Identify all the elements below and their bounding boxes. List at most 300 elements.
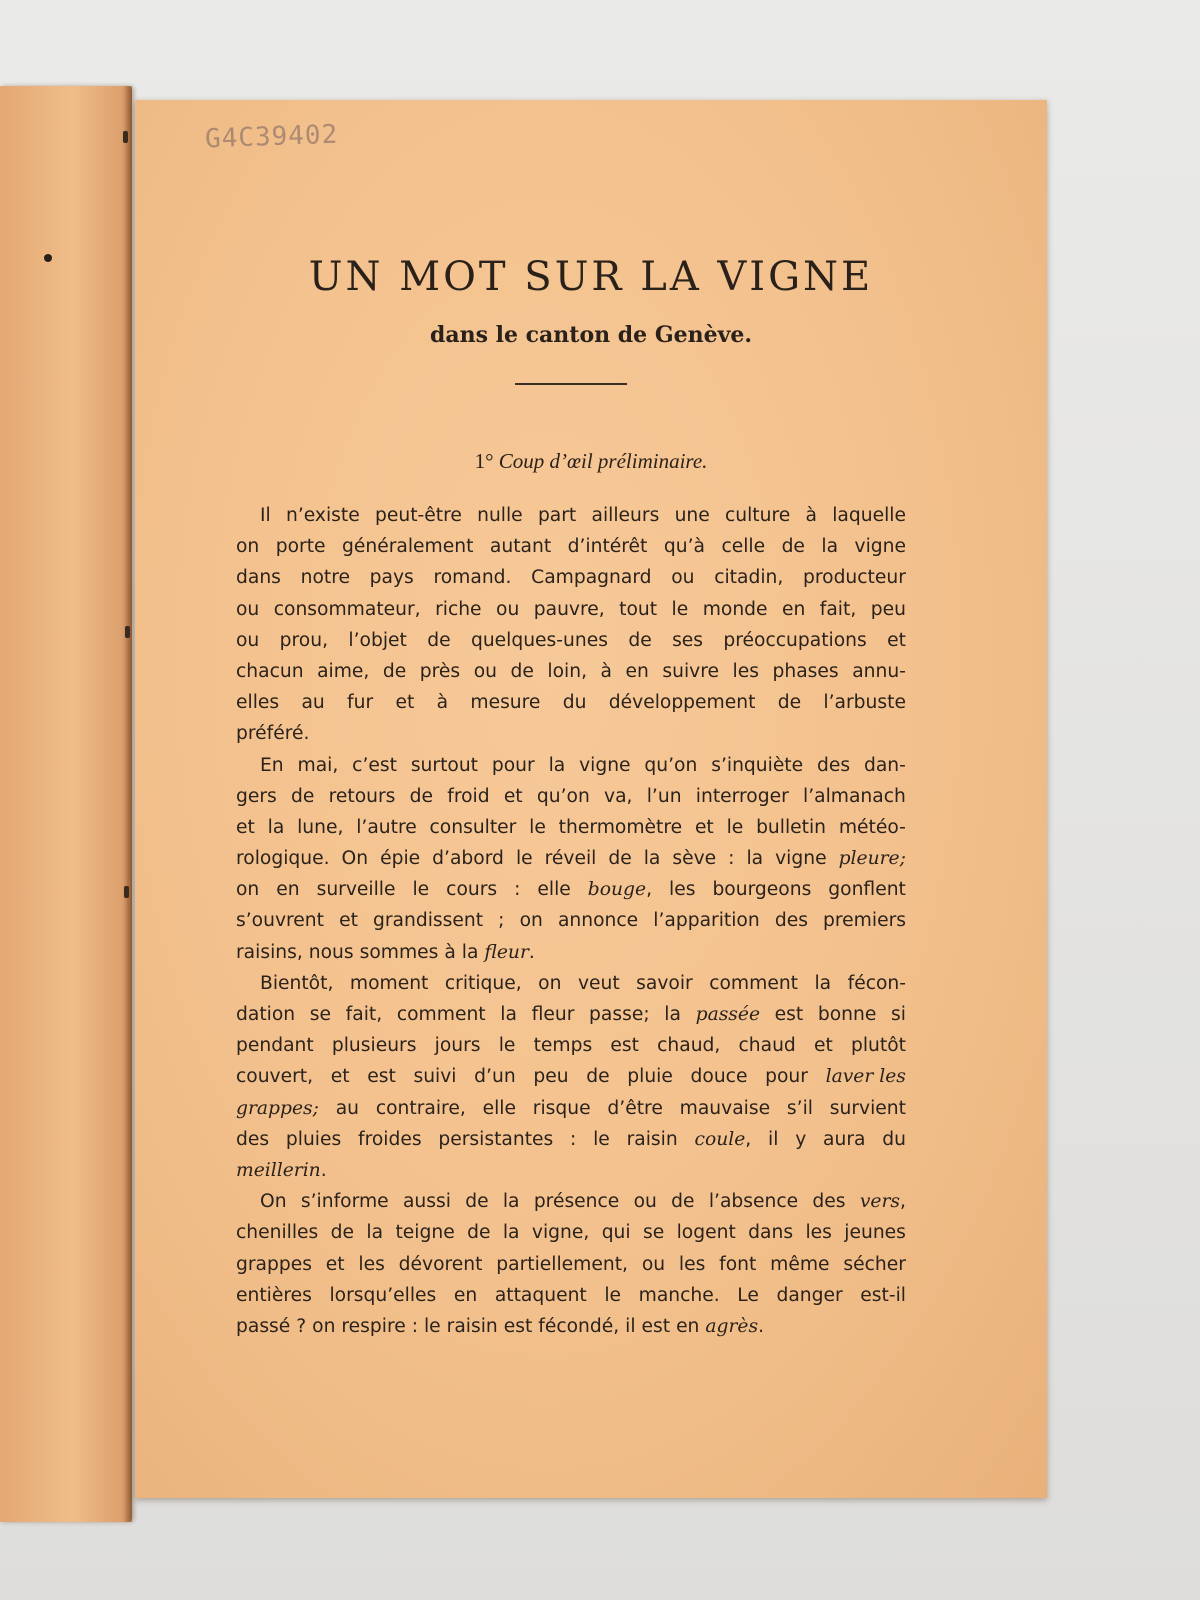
section-title: Coup d’œil préliminaire. (498, 449, 708, 473)
word: s’ouvrent (236, 910, 324, 932)
text-line (236, 1186, 906, 1217)
word: raisins, (236, 941, 303, 963)
word: de (510, 660, 534, 682)
text-line (236, 750, 906, 781)
word: ou (236, 598, 260, 620)
text-line (236, 1030, 906, 1061)
word: loin, (547, 660, 588, 682)
italic-term: passée (695, 1004, 761, 1025)
word: ses (672, 629, 704, 651)
text-line (236, 1280, 906, 1311)
text-line (236, 718, 906, 749)
word: on (538, 972, 562, 994)
word: l’autre (356, 816, 417, 838)
word: sève (672, 848, 717, 870)
word: romand. (433, 567, 512, 589)
word: veut (577, 972, 620, 994)
word: ou (633, 1191, 657, 1213)
word: ou (473, 660, 497, 682)
word: d’être (607, 1097, 663, 1119)
word: le (423, 1315, 441, 1337)
word: ? (296, 1315, 307, 1337)
word: en (276, 879, 300, 901)
word: la (746, 848, 764, 870)
word: agrès. (705, 1315, 765, 1337)
word: la (366, 1222, 384, 1244)
word: du (562, 692, 587, 714)
word: généralement (342, 536, 474, 558)
word: on (312, 1315, 336, 1337)
body-text (236, 500, 906, 1342)
word: lune, (297, 816, 344, 838)
word: persistantes (438, 1128, 554, 1150)
left-page-edge (124, 86, 132, 1522)
text-line (236, 999, 906, 1030)
text-line (236, 1093, 906, 1124)
word: est (641, 1315, 671, 1337)
word: il (625, 1315, 636, 1337)
word: est (774, 1004, 804, 1025)
word: l’objet (348, 629, 407, 651)
word: En (260, 754, 284, 776)
word: part (537, 505, 577, 526)
word: de (291, 785, 315, 807)
word: les (732, 660, 759, 682)
word: dans (236, 567, 281, 589)
word: interroger (695, 785, 789, 807)
binding-stitch (125, 626, 130, 638)
word: passe; (589, 1004, 650, 1025)
word: météo- (838, 816, 906, 838)
text-line (236, 500, 906, 531)
word: préoccupations (723, 629, 867, 651)
word: fait, (345, 1004, 383, 1025)
word: est (367, 1066, 396, 1088)
left-facing-page (0, 86, 132, 1522)
word: bouge, (587, 879, 653, 901)
word: cours (446, 879, 498, 901)
italic-term: vers (859, 1191, 900, 1213)
word: l’apparition (653, 910, 760, 932)
text-line (236, 874, 906, 905)
word: annu- (852, 660, 906, 682)
word: On (260, 1191, 287, 1213)
word: fur (347, 692, 374, 714)
word: Campagnard (531, 567, 652, 589)
word: bulletin (756, 816, 827, 838)
text-line (236, 1311, 906, 1342)
word: premiers (823, 910, 906, 932)
word: douce (690, 1066, 748, 1088)
word: chaud, (657, 1035, 721, 1057)
word (236, 1093, 319, 1124)
word: s’informe (300, 1191, 389, 1213)
word: la (814, 972, 832, 994)
word: la (461, 941, 479, 963)
text-line (236, 1124, 906, 1155)
word: qu’à (663, 536, 705, 558)
word: près (419, 660, 461, 682)
word: est (503, 1315, 533, 1337)
text-line (236, 531, 906, 562)
word: les (805, 1222, 832, 1244)
text-line (236, 625, 906, 656)
word: phases (772, 660, 839, 682)
word: et (887, 629, 906, 651)
word: autant (489, 536, 552, 558)
word: et (813, 1035, 833, 1057)
word: surtout (410, 754, 479, 776)
word: suivi (413, 1066, 457, 1088)
word: n’existe (285, 505, 360, 526)
word: mai, (297, 754, 339, 776)
word: chenilles (236, 1222, 319, 1244)
word (696, 999, 760, 1030)
word: le (604, 1284, 622, 1306)
word: raisin (446, 1315, 498, 1337)
text-line (236, 937, 906, 968)
word: fait, (819, 598, 857, 620)
word: nulle (477, 505, 523, 526)
word: il (768, 1128, 779, 1150)
word: logent (676, 1222, 736, 1244)
word: producteur (803, 567, 906, 589)
section-number: 1° (474, 449, 494, 473)
word: de (467, 1222, 491, 1244)
text-line (236, 1217, 906, 1248)
word: critique, (444, 972, 522, 994)
word: contraire, (375, 1097, 466, 1119)
word: des (774, 910, 808, 932)
word: le (515, 848, 533, 870)
word: plusieurs (331, 1035, 417, 1057)
word: peu (870, 598, 906, 620)
word: font (719, 1253, 757, 1275)
word: froides (358, 1128, 422, 1150)
text-line (236, 1061, 906, 1092)
word: couvert, (236, 1066, 314, 1088)
binding-stitch (124, 886, 129, 898)
word: et (395, 692, 415, 714)
word: l’absence (708, 1191, 799, 1213)
word: aussi (402, 1191, 451, 1213)
word (839, 843, 906, 874)
word: consulter (429, 816, 517, 838)
word: dan- (863, 754, 906, 776)
word: en (676, 1315, 700, 1337)
word: les (358, 1253, 385, 1275)
word: des (236, 1128, 270, 1150)
word: on (519, 910, 543, 932)
word: moment (349, 972, 429, 994)
word: si (891, 1004, 906, 1025)
word: pour (491, 754, 535, 776)
word: la (500, 1004, 517, 1025)
word: laquelle (832, 505, 906, 526)
word: de (382, 660, 407, 682)
word: dation (236, 1004, 296, 1025)
word: même (770, 1253, 830, 1275)
italic-term: coule (694, 1128, 746, 1150)
word: porte (275, 536, 326, 558)
text-line (236, 594, 906, 625)
word: à (436, 692, 449, 714)
word: de (465, 1191, 489, 1213)
word: l’un (646, 785, 682, 807)
word: on (236, 536, 260, 558)
word: y (795, 1128, 807, 1150)
word: bourgeons (712, 879, 812, 901)
word: une (674, 505, 710, 526)
word: de (427, 629, 451, 651)
word: plutôt (850, 1035, 906, 1057)
word: à (444, 941, 456, 963)
word: la (502, 1191, 520, 1213)
word: présence (533, 1191, 620, 1213)
word: mesure (470, 692, 541, 714)
word: partiellement, (496, 1253, 628, 1275)
word: le (726, 816, 744, 838)
word: Il (260, 505, 271, 526)
word: sommes (359, 941, 439, 963)
word: vigne (854, 536, 906, 558)
word: fécon- (847, 972, 906, 994)
word: ailleurs (591, 505, 660, 526)
word: annonce (557, 910, 639, 932)
italic-term: fleur (484, 941, 529, 963)
word: respire (341, 1315, 406, 1337)
word: va, (604, 785, 633, 807)
word: pluies (285, 1128, 342, 1150)
word: elles (236, 692, 280, 714)
word: s’inquiète (711, 754, 804, 776)
text-line (236, 843, 906, 874)
word: à (600, 660, 612, 682)
word: et (339, 910, 358, 932)
word: grandissent (373, 910, 484, 932)
word: consommateur, (273, 598, 421, 620)
word: de (628, 629, 652, 651)
word: d’un (474, 1066, 516, 1088)
word: mauvaise (679, 1097, 771, 1119)
word: fleur (531, 1004, 575, 1025)
word: aime, (317, 660, 370, 682)
binding-stitch (123, 131, 128, 143)
text-line (236, 1155, 906, 1186)
word: épie (380, 848, 421, 870)
word: celle (721, 536, 766, 558)
word: vigne, (531, 1222, 590, 1244)
word: la (643, 848, 661, 870)
word: c’est (352, 754, 397, 776)
word: chacun (236, 660, 304, 682)
word: raisin (626, 1128, 678, 1150)
word: développement (608, 692, 756, 714)
word: risque (532, 1097, 591, 1119)
text-line (236, 781, 906, 812)
word: sécher (843, 1253, 906, 1275)
word: la (664, 1004, 681, 1025)
word: Bientôt, (260, 972, 334, 994)
word: de (777, 692, 802, 714)
word: l’arbuste (823, 692, 906, 714)
word: les (678, 1253, 706, 1275)
word: teigne (395, 1222, 455, 1244)
word: attaquent (494, 1284, 587, 1306)
page-subtitle: dans le canton de Genève. (429, 322, 753, 348)
word: d’intérêt (567, 536, 648, 558)
word: ou (496, 598, 520, 620)
word: : (514, 879, 521, 901)
word: ou (236, 629, 260, 651)
word: pauvre, (533, 598, 605, 620)
word: se (309, 1004, 332, 1025)
word: rologique. (236, 848, 330, 870)
text-line (236, 968, 906, 999)
word: meillerin. (236, 1159, 327, 1181)
text-line (236, 1249, 906, 1280)
title-divider (515, 383, 627, 385)
word: la (267, 816, 285, 838)
archive-stamp: G4C39402 (204, 119, 339, 155)
text-line (236, 656, 906, 687)
word: jeunes (844, 1222, 906, 1244)
italic-term: grappes; (236, 1097, 319, 1119)
word: de (671, 1191, 695, 1213)
word: la (548, 754, 566, 776)
word: notre (300, 567, 350, 589)
word: se (642, 1222, 665, 1244)
word: de (781, 536, 805, 558)
word: quelques-unes (470, 629, 608, 651)
italic-term: laver les (825, 1066, 906, 1088)
word: vers, (859, 1191, 906, 1213)
word: ou (671, 567, 695, 589)
word: surveille (316, 879, 396, 901)
word: qu’on (536, 785, 590, 807)
word: en (781, 598, 806, 620)
word: les (669, 879, 696, 901)
word: et (503, 785, 523, 807)
word: danger (776, 1284, 843, 1306)
word: thermomètre (558, 816, 683, 838)
word: coule, (694, 1128, 752, 1150)
word: elle (537, 879, 571, 901)
section-heading (135, 449, 1047, 474)
word: le (671, 598, 689, 620)
word: jours (434, 1035, 481, 1057)
word: grappes (236, 1253, 312, 1275)
word: aura (823, 1128, 866, 1150)
word: suivre (662, 660, 720, 682)
italic-term: pleure; (838, 848, 906, 870)
text-line (236, 562, 906, 593)
word: de (608, 848, 632, 870)
word: qui (601, 1222, 631, 1244)
word: entières (236, 1284, 312, 1306)
word: chaud (738, 1035, 796, 1057)
word: au (335, 1097, 360, 1119)
word: tout (619, 598, 658, 620)
text-line (236, 687, 906, 718)
text-line (236, 905, 906, 936)
word: des (812, 1191, 846, 1213)
word: temps (533, 1035, 593, 1057)
word: pour (765, 1066, 808, 1088)
word: peu (533, 1066, 569, 1088)
word: comment (396, 1004, 486, 1025)
word: manche. (638, 1284, 720, 1306)
page-title: UN MOT SUR LA VIGNE (308, 254, 874, 300)
word: passé (236, 1315, 291, 1337)
word: monde (702, 598, 768, 620)
word: l’almanach (803, 785, 906, 807)
word: la (821, 536, 839, 558)
word: dans (748, 1222, 794, 1244)
word: culture (725, 505, 791, 526)
italic-term: agrès (705, 1315, 759, 1337)
word: réveil (544, 848, 597, 870)
word: comment (709, 972, 798, 994)
word: le (593, 1128, 610, 1150)
word: peut-être (374, 505, 462, 526)
word: Le (737, 1284, 759, 1306)
text-line (236, 812, 906, 843)
word: : (570, 1128, 577, 1150)
word: la (502, 1222, 520, 1244)
word: s’il (786, 1097, 813, 1119)
word: dévorent (398, 1253, 483, 1275)
italic-term: bouge (587, 879, 647, 901)
word: riche (435, 598, 482, 620)
word: on (236, 879, 260, 901)
word: : (728, 848, 735, 870)
word: survient (829, 1097, 906, 1119)
word: citadin, (714, 567, 784, 589)
word: et (236, 816, 255, 838)
word: d’abord (432, 848, 504, 870)
word: qu’on (644, 754, 698, 776)
word: est (610, 1035, 639, 1057)
word: : (411, 1315, 419, 1337)
word: à (805, 505, 817, 526)
word: le (529, 816, 546, 838)
word: lorsqu’elles (329, 1284, 437, 1306)
word: en (453, 1284, 478, 1306)
word: ; (498, 910, 505, 932)
word: gers (236, 785, 277, 807)
word: de (330, 1222, 355, 1244)
word: et (325, 1253, 345, 1275)
word: fleur. (484, 941, 535, 963)
word: On (341, 848, 369, 870)
ink-speck (44, 254, 52, 262)
word: pays (369, 567, 414, 589)
word: au (301, 692, 325, 714)
word: de (586, 1066, 610, 1088)
word: vigne (775, 848, 827, 870)
word: savoir (636, 972, 693, 994)
word: fécondé, (538, 1315, 620, 1337)
word: et (694, 816, 714, 838)
word: nous (308, 941, 354, 963)
word: de (409, 785, 433, 807)
word: pendant (236, 1035, 314, 1057)
word: pluie (627, 1066, 673, 1088)
word: bonne (817, 1004, 877, 1025)
word: du (882, 1128, 906, 1150)
word (826, 1061, 906, 1092)
